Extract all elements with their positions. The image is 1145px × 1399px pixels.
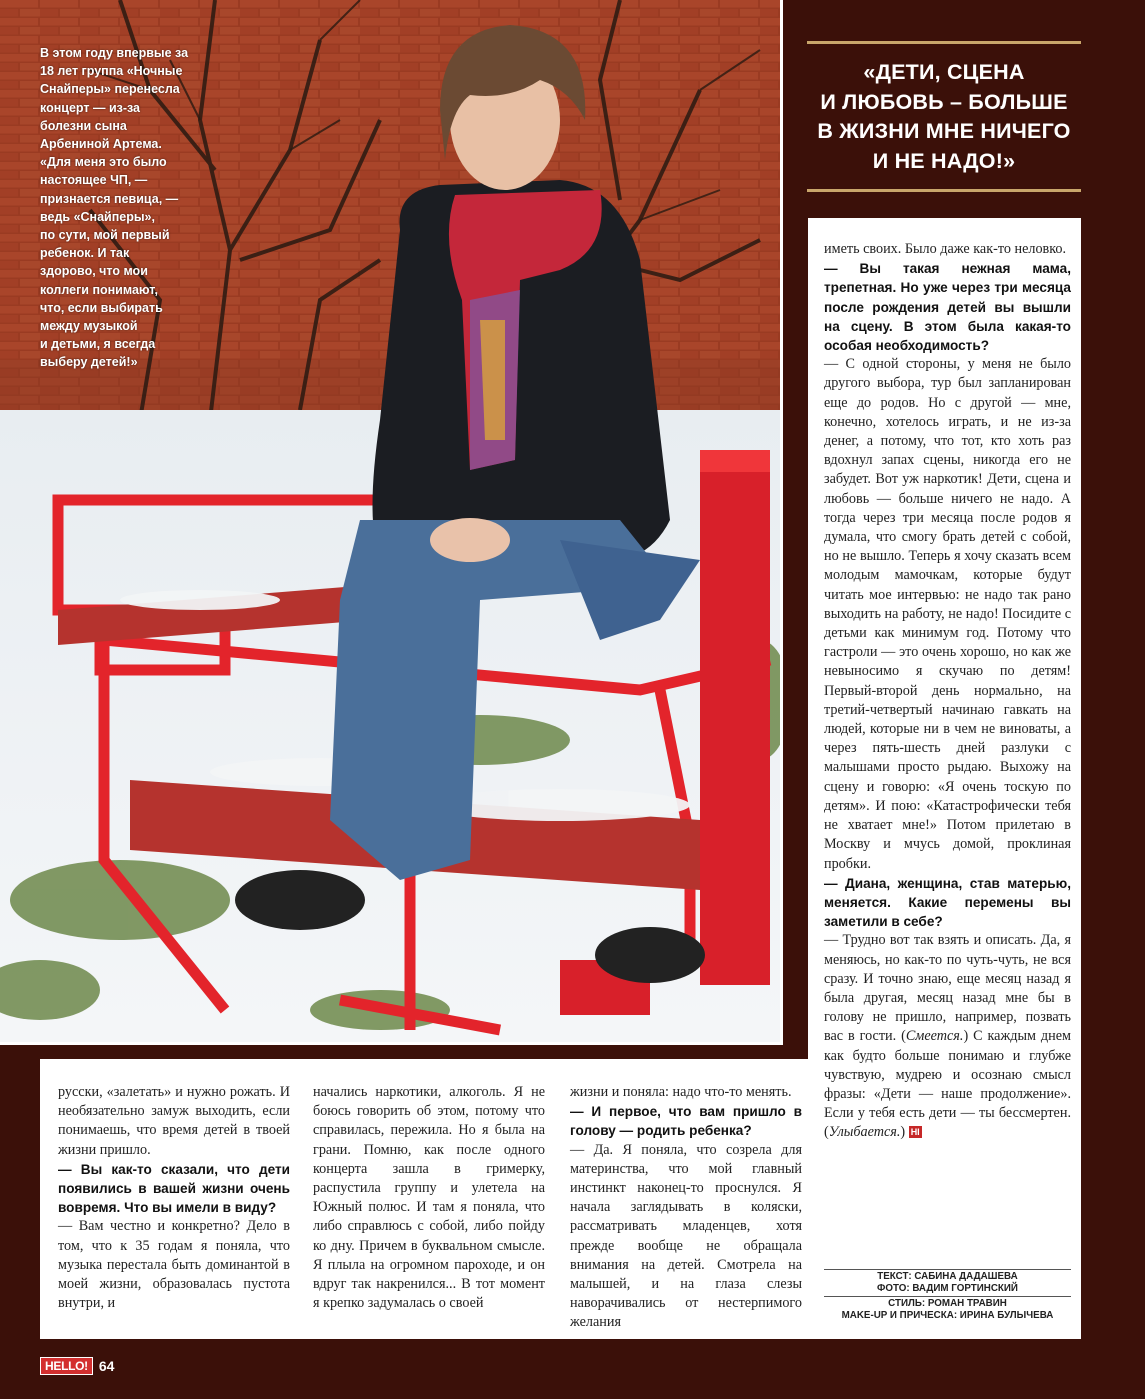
page-number: 64 — [98, 1358, 115, 1374]
credit-text: ТЕКСТ: САБИНА ДАДАШЕВА — [824, 1269, 1071, 1283]
interview-question: — И первое, что вам пришло в голову — родить ребенка? — [570, 1104, 802, 1139]
end-mark-icon: HI — [910, 1127, 920, 1138]
headline-top-rule — [807, 41, 1081, 44]
interview-question: — Вы как-то сказали, что дети появились в вашей жизни очень вовремя. Что вы имели в виду? — [58, 1161, 290, 1216]
paragraph: — С одной стороны, у меня не было другого выбора, тур был запланирован еще до родов. Но с другой — мне, конечно, хотелось играть, и не из-за денег, а потому, что тот, кто хоть раз вдохнул запах сцены, никогда его не забудет. Вот уж наркотик! Дети, сцена и любовь — больше ничего не надо. А тогда через три месяца после родов я думала, что смогу брать детей с собой, но не вышло. Теперь я хочу сказать всем молодым мамочкам, которые будут читать мое интервью: не надо так рано выходить на работу, не надо! Посидите с детьми как минимум год. Потому что гастроли — это очень хорошо, но как же невыносимо я скучаю по детям! Первый-второй день нормально, на третий-четвертый начинаю гавкать на людей, которые ни в чем не виноваты, а через пять-шесть дней разлуки с малышами просто рыдаю. Выхожу на сцену и говорю: «Я очень тоскую по детям». И пою: «Катастрофически тебя не хватает мне!» Потом прилетаю в Москву и мчусь домой, проклиная пробки. — [824, 356, 1071, 872]
paragraph: русски, «залетать» и нужно рожать. И необязательно замуж выходить, если понимаешь, что время детей в твоей жизни пришло. — [58, 1084, 290, 1158]
credit-style: СТИЛЬ: РОМАН ТРАВИН — [824, 1296, 1071, 1310]
text-column-2 — [313, 1083, 545, 1313]
interview-question: — Вы такая нежная мама, трепетная. Но уже через три месяца после рождения детей вы вышли на сцену. В этом была какая-то особая необходимость? — [824, 261, 1071, 354]
credit-makeup: MAKE-UP И ПРИЧЕСКА: ИРИНА БУЛЫЧЕВА — [841, 1310, 1054, 1321]
photo-caption: В этом году впервые за 18 лет группа «Ночные Снайперы» перенесла концерт — из-за болезни сына Арбениной Артема. «Для меня это было настоящее ЧП, — признается певица, — ведь «Снайперы», по сути, мой первый ребенок. И так здорово, что мои коллеги понимают, что, если выбирать между музыкой и детьми, я всегда выберу детей!» — [40, 46, 189, 370]
text-column-3 — [570, 1083, 802, 1333]
paragraph: — Вам честно и конкретно? Дело в том, что к 35 годам я поняла, что музыка перестала быть доминантой в моей жизни, образовалась пустота внутри, и — [58, 1218, 290, 1312]
pull-quote-headline: «ДЕТИ, СЦЕНА И ЛЮБОВЬ – БОЛЬШЕ В ЖИЗНИ МНЕ НИЧЕГО И НЕ НАДО!» — [817, 60, 1071, 173]
paragraph: иметь своих. Было даже как-то неловко. — [824, 241, 1067, 257]
paragraph: начались наркотики, алкоголь. Я не боюсь говорить об этом, потому что справилась, пережила. Но я была на грани. Помню, как после одного концерта зашла в гримерку, распустила группу и улетела на Южный полюс. И там я поняла, что либо справлюсь с собой, либо пойду ко дну. Причем в буквальном смысле. Я плыла на огромном пароходе, и он вдруг так накренился... В тот момент я крепко задумалась о своей — [313, 1084, 545, 1312]
text-column-1 — [58, 1083, 290, 1313]
interview-question: — Диана, женщина, став матерью, меняется. Какие перемены вы заметили в себе? — [824, 875, 1071, 930]
bottom-text-block — [40, 1059, 808, 1339]
right-text-column — [808, 218, 1081, 1339]
credit-photo: ФОТО: ВАДИМ ГОРТИНСКИЙ — [877, 1283, 1018, 1294]
credits — [824, 1269, 1071, 1322]
paragraph: жизни и поняла: надо что-то менять. — [570, 1084, 792, 1100]
hello-logo: HELLO! — [40, 1357, 93, 1375]
paragraph: — Трудно вот так взять и описать. Да, я меняюсь, но как-то по чуть-чуть, не вся сразу. И точно знаю, еще месяц назад я была другая, месяц назад мне бы в голову не пришло, например, позвать вас в гости. (Смеется.) С каждым днем как будто больше понимаю и глубже чувствую, мудрею и осознаю смысл фразы: «Дети — наше продолжение». Если у тебя есть дети — ты бессмертен. (Улыбается.) HI — [824, 932, 1071, 1141]
headline-bottom-rule — [807, 189, 1081, 192]
paragraph: — Да. Я поняла, что созрела для материнства, что мой главный инстинкт наконец-то проснулся. Я начала заглядывать в коляски, рассматривать младенцев, хотя прежде вообще не обращала внимания на детей. Смотрела на малышей, и на глаза слезы наворачивались от нестерпимого желания — [570, 1141, 802, 1331]
page-footer — [40, 1355, 114, 1377]
